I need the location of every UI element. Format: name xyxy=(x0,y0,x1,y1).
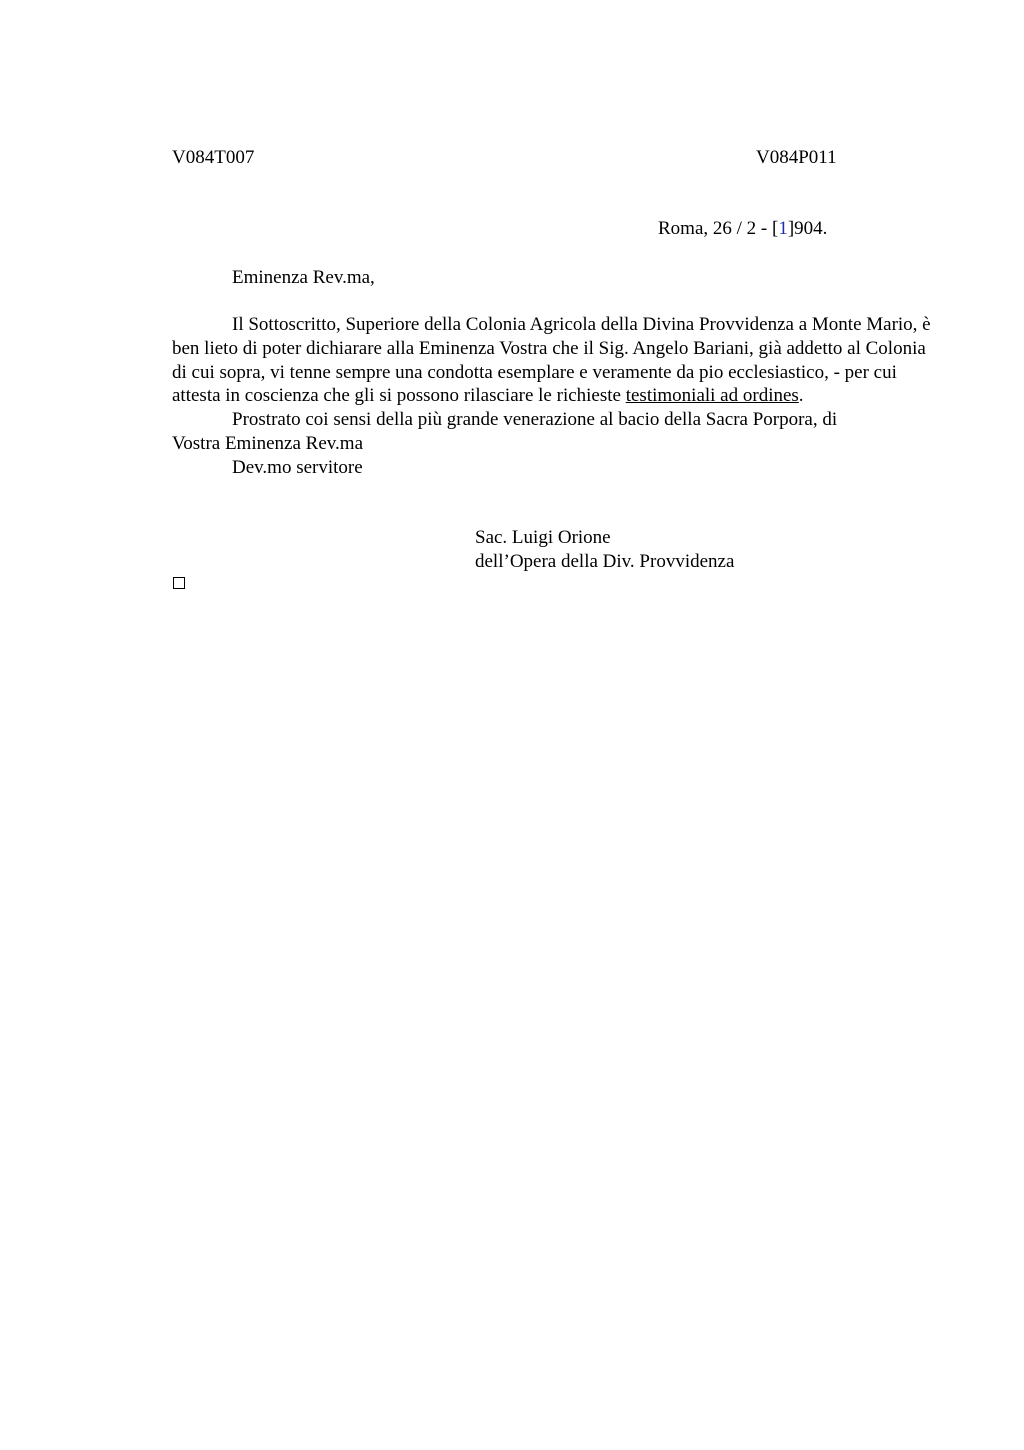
signature-name: Sac. Luigi Orione xyxy=(475,527,611,548)
date-suffix: ]904. xyxy=(787,218,828,239)
letter-greeting: Eminenza Rev.ma, xyxy=(232,267,375,288)
underlined-phrase: testimoniali ad ordines xyxy=(625,385,799,407)
document-code-right: V084P011 xyxy=(756,147,837,168)
letter-date xyxy=(658,217,827,241)
document-code-left: V084T007 xyxy=(172,147,255,168)
paragraph-1-text: Il Sottoscritto, Superiore della Colonia Agricola della Divina Provvidenza a Monte Mario, è ben lieto di poter dichiarare alla Eminenza Vostra che il Sig. Angelo Bariani, già addetto al Colonia di cui sopra, vi tenne sempre una condotta esemplare e veramente da pio ecclesiastico, - per cui attesta in coscienza che gli si possono rilasciare le richieste xyxy=(172,314,931,407)
letter-body xyxy=(172,313,932,480)
paragraph-1 xyxy=(172,313,932,408)
empty-square-icon xyxy=(173,577,185,589)
paragraph-1-end: . xyxy=(798,385,804,407)
paragraph-2-continued: Vostra Eminenza Rev.ma xyxy=(172,432,364,454)
signature-organization: dell’Opera della Div. Provvidenza xyxy=(475,551,735,572)
date-bracket-number: 1 xyxy=(778,218,788,239)
date-prefix: Roma, 26 / 2 - [ xyxy=(658,218,779,239)
paragraph-2: Prostrato coi sensi della più grande venerazione al bacio della Sacra Porpora, di xyxy=(232,409,838,431)
letter-closing: Dev.mo servitore xyxy=(232,456,363,478)
